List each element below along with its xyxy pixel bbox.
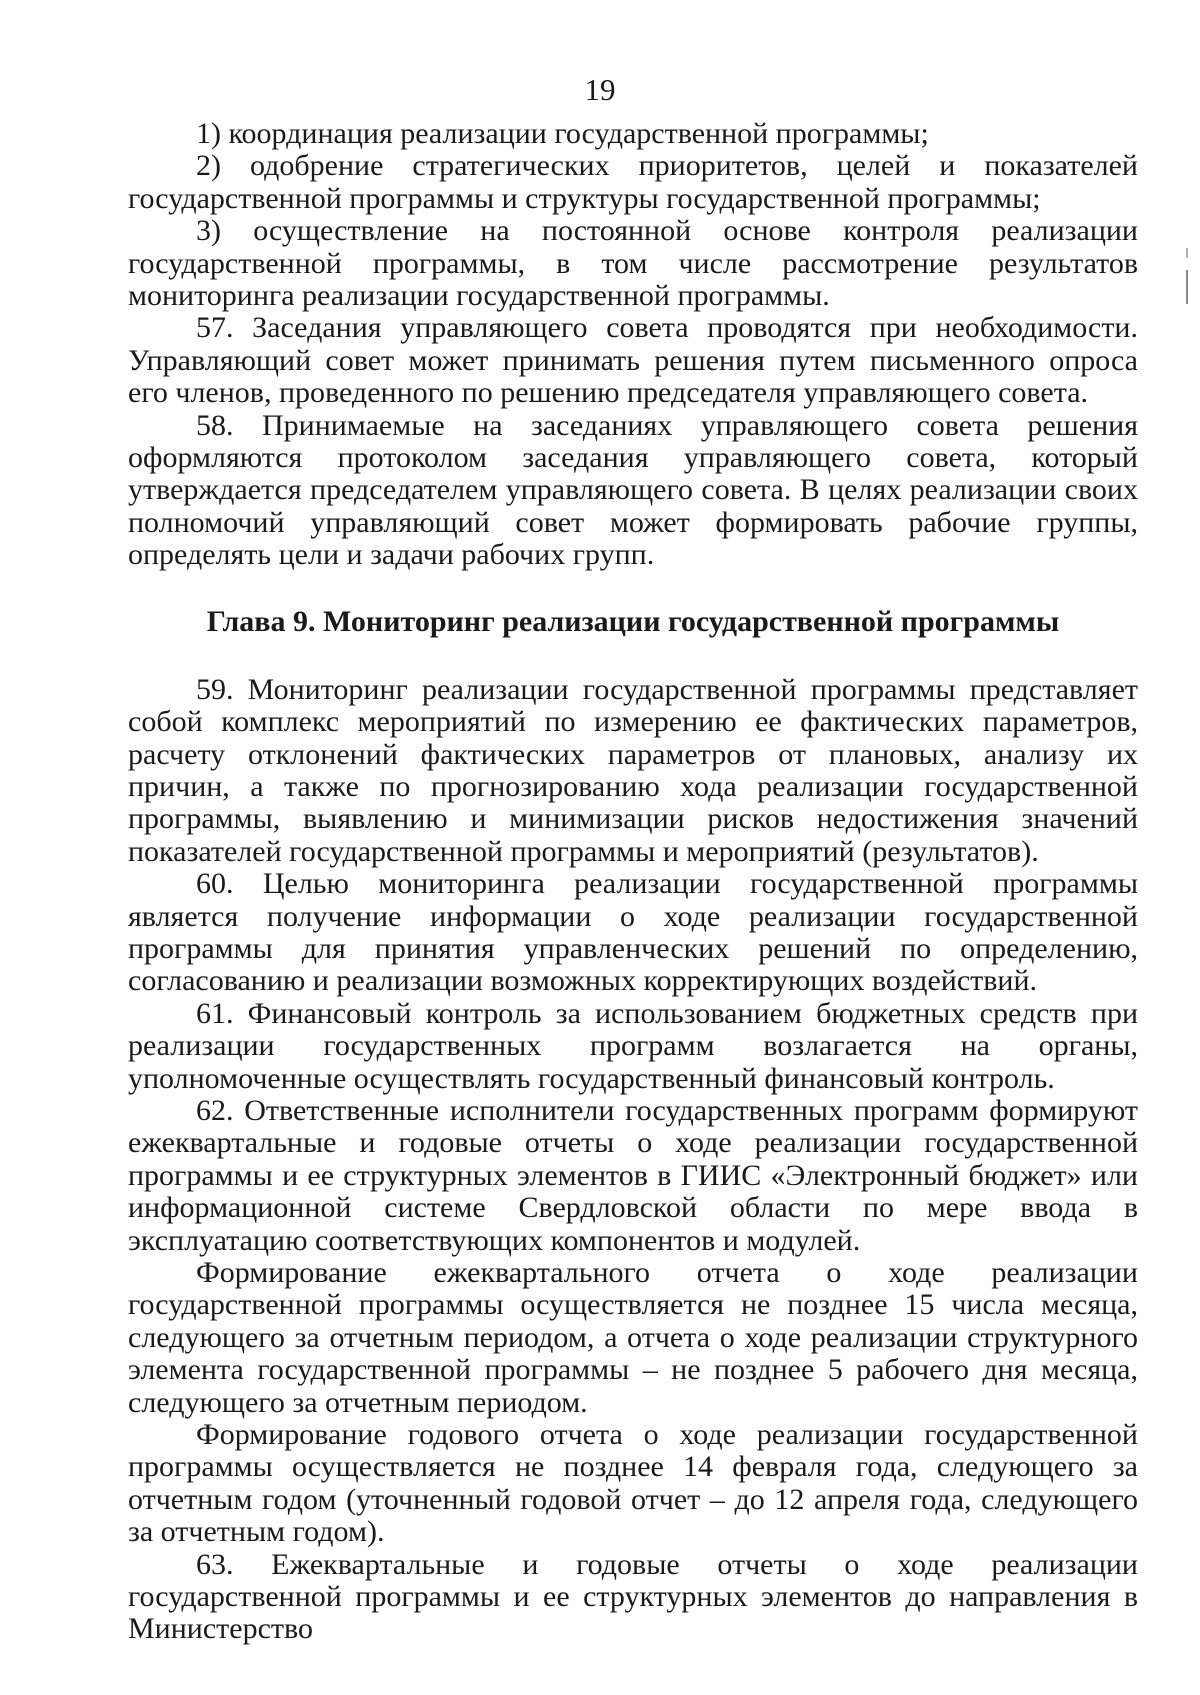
scan-margin-mark [1186,270,1188,304]
paragraph-62: 62. Ответственные исполнители государственных программ формируют ежеквартальные и годовые отчеты о ходе реализации государственной программы и ее структурных элементов в ГИИС «Электронный бюджет» или информационной системе Свердловской области по мере ввода в эксплуатацию соответствующих компонентов и модулей. [128,1093,1138,1257]
paragraph-58: 58. Принимаемые на заседаниях управляющего совета решения оформляются протоколом заседания управляющего совета, который утверждается председателем управляющего совета. В целях реализации своих полномочий управляющий совет может формировать рабочие группы, определять цели и задачи рабочих групп. [128,408,1138,572]
paragraph-quarterly-report: Формирование ежеквартального отчета о ходе реализации государственной программы осуществляется не позднее 15 числа месяца, следующего за отчетным периодом, а отчета о ходе реализации структурного элемента государственной программы – не позднее 5 рабочего дня месяца, следующего за отчетным периодом. [128,1256,1138,1419]
document-body [128,118,1138,1646]
list-item-coordination: 1) координация реализации государственной программы; [196,117,929,150]
list-item-control: 3) осуществление на постоянной основе контроля реализации государственной программы, в том числе рассмотрение результатов мониторинга реализации государственной программы. [128,214,1138,313]
paragraph-57: 57. Заседания управляющего совета проводятся при необходимости. Управляющий совет может принимать решения путем письменного опроса его членов, проведенного по решению председателя управляющего совета. [128,311,1138,410]
list-item-approval: 2) одобрение стратегических приоритетов, целей и показателей государственной программы и структуры государственной программы; [128,149,1138,215]
chapter-heading: Глава 9. Мониторинг реализации государственной программы [206,604,1060,638]
scan-margin-mark [1186,248,1188,258]
paragraph-61: 61. Финансовый контроль за использованием бюджетных средств при реализации государственных программ возлагается на органы, уполномоченные осуществлять государственный финансовый контроль. [128,996,1138,1095]
paragraph-60: 60. Целью мониторинга реализации государственной программы является получение информации о ходе реализации государственной программы для принятия управленческих решений по определению, согласованию и реализации возможных корректирующих воздействий. [128,867,1138,998]
paragraph-annual-report: Формирование годового отчета о ходе реализации государственной программы осуществляется не позднее 14 февраля года, следующего за отчетным годом (уточненный годовой отчет – до 12 апреля года, следующего за отчетным годом). [128,1418,1138,1549]
paragraph-63: 63. Ежеквартальные и годовые отчеты о ходе реализации государственной программы и ее структурных элементов до направления в Министерство [128,1547,1138,1646]
paragraph-59: 59. Мониторинг реализации государственной программы представляет собой комплекс мероприятий по измерению ее фактических параметров, расчету отклонений фактических параметров от плановых, анализу их причин, а также по прогнозированию хода реализации государственной программы, выявлению и минимизации рисков недостижения значений показателей государственной программы и мероприятий (результатов). [128,672,1138,868]
page-number: 19 [584,72,616,107]
